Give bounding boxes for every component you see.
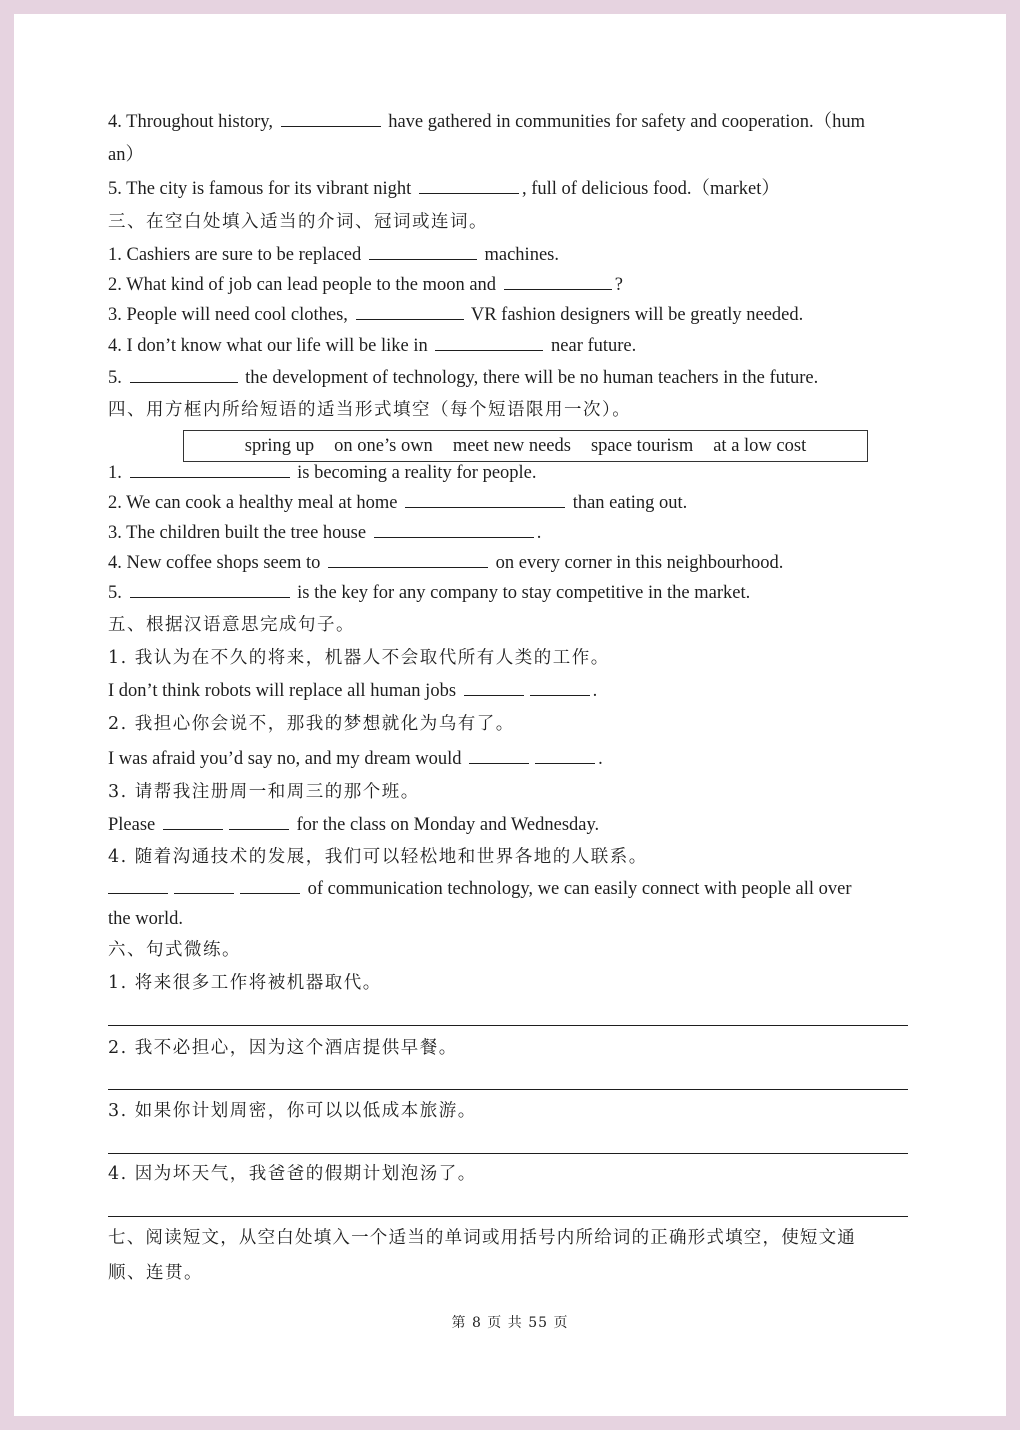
s4-question-5: 5. is the key for any company to stay competitive in the market. xyxy=(108,583,751,603)
page-number: 第 8 页 共 55 页 xyxy=(451,1315,569,1331)
phrase-item: at a low cost xyxy=(713,436,807,456)
s3-question-2: 2. What kind of job can lead people to the moon and ? xyxy=(108,275,623,295)
section-7-title-cont: 顺、连贯。 xyxy=(108,1263,203,1283)
s2-question-4: 4. Throughout history, have gathered in communities for safety and cooperation.（hum xyxy=(108,112,865,132)
s5-question-4-cont: the world. xyxy=(108,909,184,929)
s2-question-5: 5. The city is famous for its vibrant night , full of delicious food.（market） xyxy=(108,179,780,199)
s4-question-2: 2. We can cook a healthy meal at home than eating out. xyxy=(108,493,688,513)
answer-blank[interactable] xyxy=(419,177,519,194)
answer-blank[interactable] xyxy=(504,273,612,290)
s6-question-2: 2. 我不必担心，因为这个酒店提供早餐。 xyxy=(108,1038,458,1058)
s5-question-2: I was afraid you’d say no, and my dream would . xyxy=(108,749,603,769)
s5-question-1-chinese: 1. 我认为在不久的将来，机器人不会取代所有人类的工作。 xyxy=(108,648,610,668)
answer-blank[interactable] xyxy=(535,747,595,764)
section-4-title: 四、用方框内所给短语的适当形式填空（每个短语限用一次）。 xyxy=(108,400,632,420)
section-5-title: 五、根据汉语意思完成句子。 xyxy=(108,615,355,635)
s6-question-3: 3. 如果你计划周密，你可以以低成本旅游。 xyxy=(108,1101,477,1121)
s3-question-1: 1. Cashiers are sure to be replaced machines. xyxy=(108,245,559,265)
phrase-item: on one’s own xyxy=(334,436,433,456)
answer-blank[interactable] xyxy=(130,461,290,478)
answer-blank[interactable] xyxy=(469,747,529,764)
answer-blank[interactable] xyxy=(240,877,300,894)
answer-line[interactable] xyxy=(108,1216,908,1217)
s6-question-4: 4. 因为坏天气，我爸爸的假期计划泡汤了。 xyxy=(108,1164,477,1184)
answer-blank[interactable] xyxy=(108,877,168,894)
s2-question-4-cont: an） xyxy=(108,145,144,165)
s4-question-4: 4. New coffee shops seem to on every corner in this neighbourhood. xyxy=(108,553,784,573)
answer-blank[interactable] xyxy=(130,581,290,598)
answer-blank[interactable] xyxy=(405,491,565,508)
answer-blank[interactable] xyxy=(281,110,381,127)
answer-blank[interactable] xyxy=(229,813,289,830)
s3-question-3: 3. People will need cool clothes, VR fashion designers will be greatly needed. xyxy=(108,305,804,325)
section-6-title: 六、句式微练。 xyxy=(108,940,241,960)
s5-question-2-chinese: 2. 我担心你会说不，那我的梦想就化为乌有了。 xyxy=(108,714,515,734)
answer-line[interactable] xyxy=(108,1153,908,1154)
s4-question-3: 3. The children built the tree house . xyxy=(108,523,542,543)
s6-question-1: 1. 将来很多工作将被机器取代。 xyxy=(108,973,382,993)
answer-blank[interactable] xyxy=(374,521,534,538)
answer-blank[interactable] xyxy=(356,303,464,320)
phrase-item: spring up xyxy=(244,436,315,456)
answer-blank[interactable] xyxy=(530,679,590,696)
section-3-title: 三、在空白处填入适当的介词、冠词或连词。 xyxy=(108,212,488,232)
answer-line[interactable] xyxy=(108,1089,908,1090)
s5-question-3-chinese: 3. 请帮我注册周一和周三的那个班。 xyxy=(108,782,420,802)
s4-question-1: 1. is becoming a reality for people. xyxy=(108,463,537,483)
answer-line[interactable] xyxy=(108,1025,908,1026)
s3-question-4: 4. I don’t know what our life will be like in near future. xyxy=(108,336,637,356)
s5-question-4: of communication technology, we can easily connect with people all over xyxy=(108,877,910,901)
phrase-box xyxy=(183,430,868,462)
s3-question-5: 5. the development of technology, there will be no human teachers in the future. xyxy=(108,368,819,388)
answer-blank[interactable] xyxy=(464,679,524,696)
phrase-item: meet new needs xyxy=(452,436,571,456)
section-7-title: 七、阅读短文，从空白处填入一个适当的单词或用括号内所给词的正确形式填空，使短文通 xyxy=(108,1228,856,1248)
s5-question-4-chinese: 4. 随着沟通技术的发展，我们可以轻松地和世界各地的人联系。 xyxy=(108,847,648,867)
answer-blank[interactable] xyxy=(174,877,234,894)
answer-blank[interactable] xyxy=(328,551,488,568)
phrase-item: space tourism xyxy=(590,436,694,456)
s5-question-3: Please for the class on Monday and Wednesday. xyxy=(108,815,600,835)
answer-blank[interactable] xyxy=(369,243,477,260)
answer-blank[interactable] xyxy=(163,813,223,830)
answer-blank[interactable] xyxy=(130,366,238,383)
answer-blank[interactable] xyxy=(435,334,543,351)
s5-question-1: I don’t think robots will replace all human jobs . xyxy=(108,681,598,701)
